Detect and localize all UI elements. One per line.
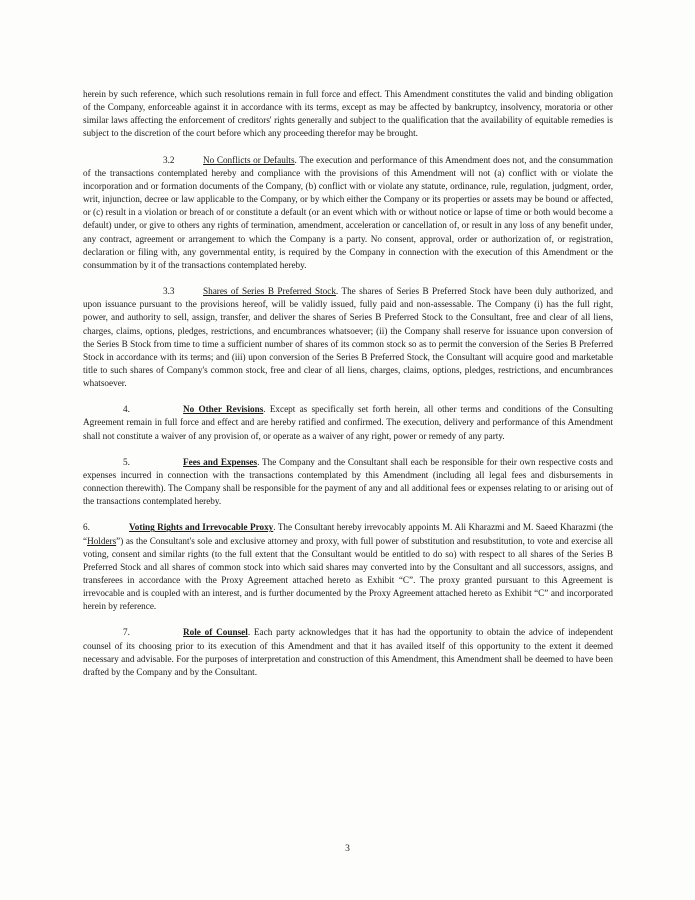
section-4-heading: No Other Revisions	[183, 404, 264, 415]
section-7	[83, 626, 613, 679]
section-6-holders-term: Holders	[87, 535, 117, 546]
section-5	[83, 456, 613, 509]
section-7-number: 7.	[123, 627, 130, 638]
section-5-body: . The Company and the Consultant shall each be responsible for their own respective costs and expenses incurred in connection with the transactions contemplated by this Amendment (including all legal fees and disbursements in connection therewith). The Company shall be responsible for the payment of any and all additional fees or expenses relating to or arising out of the transactions contemplated hereby.	[83, 456, 613, 507]
section-6-heading: Voting Rights and Irrevocable Proxy	[129, 522, 274, 533]
document-body	[83, 88, 613, 692]
section-5-heading: Fees and Expenses	[183, 456, 258, 467]
section-7-heading: Role of Counsel	[183, 627, 248, 638]
section-3-2-heading: No Conflicts or Defaults	[203, 154, 295, 165]
section-6-number: 6.	[83, 522, 90, 533]
section-3-3-body: . The shares of Series B Preferred Stock have been duly authorized, and upon issuance pursuant to the provisions hereof, will be validly issued, fully paid and non-assessable. The Company (i) has the full right, power, and authority to sell, assign, transfer, and deliver the shares of Series B Preferred Stock to the Consultant, free and clear of all liens, charges, claims, options, pledges, restrictions, and encumbrances whatsoever; (ii) the Company shall reserve for issuance upon conversion of the Series B Stock from time to time a sufficient number of shares of its common stock so as to permit the conversion of the Series B Preferred Stock in accordance with its terms; and (iii) upon conversion of the Series B Preferred Stock, the Consultant will acquire good and marketable title to such shares of Company's common stock, free and clear of all liens, charges, claims, options, pledges, restrictions, and encumbrances whatsoever.	[83, 286, 613, 389]
section-7-body: . Each party acknowledges that it has had the opportunity to obtain the advice of independent counsel of its choosing prior to its execution of this Amendment and that it has availed itself of this opportunity to the extent it deemed necessary and advisable. For the purposes of interpretation and construction of this Amendment, this Amendment shall be deemed to have been drafted by the Company and by the Consultant.	[83, 627, 614, 677]
section-4-number: 4.	[123, 404, 130, 415]
section-3-3-heading: Shares of Series B Preferred Stock	[203, 286, 336, 297]
section-6-body-b: ”) as the Consultant's sole and exclusive attorney and proxy, with full power of substitution and resubstitution, to vote and exercise all voting, consent and similar rights (to the full extent that the Consultant would be entitled to do so) with respect to all shares of the Series B Preferred Stock and all shares of common stock into which said shares may converted into by the Consultant and all successors, assigns, and transferees in accordance with the Proxy Agreement attached hereto as Exhibit “C”. The proxy granted pursuant to this Agreement is irrevocable and is coupled with an interest, and is further documented by the Proxy Agreement attached hereto as Exhibit “C” and incorporated herein by reference.	[83, 535, 613, 612]
page-number: 3	[345, 844, 350, 854]
section-3-3-number: 3.3	[163, 286, 175, 297]
section-6	[83, 521, 613, 613]
section-4	[83, 403, 613, 442]
paragraph-intro	[83, 88, 613, 141]
section-5-number: 5.	[123, 456, 130, 467]
section-3-2-body: . The execution and performance of this Amendment does not, and the consummation of the transactions contemplated hereby and compliance with the provisions of this Amendment will not (a) conflict with or violate the incorporation and or formation documents of the Company, (b) conflict with or violate any statute, ordinance, rule, regulation, judgment, order, writ, injunction, decree or law applicable to the Company, or by which either the Company or its properties or assets may be bound or affected, or (c) result in a violation or breach of or constitute a default (or an event which with or without notice or lapse of time or both would become a default) under, or give to others any rights of termination, amendment, acceleration or cancellation of, or result in any loss of any benefit under, any contract, agreement or arrangement to which the Company is a party. No consent, approval, order or authorization of, or registration, declaration or filing with, any governmental entity, is required by the Company in connection with the execution of this Amendment or the consummation by it of the transactions contemplated hereby.	[83, 154, 613, 270]
section-4-body: . Except as specifically set forth herein, all other terms and conditions of the Consulting Agreement remain in full force and effect and are hereby ratified and confirmed. The execution, delivery and performance of this Amendment shall not constitute a waiver of any provision of, or operate as a waiver of any right, power or remedy of any party.	[83, 404, 613, 441]
section-6-body-a: . The Consultant hereby irrevocably appoints M. Ali Kharazmi and M. Saeed Kharazmi (the “	[83, 522, 613, 546]
section-3-3	[83, 285, 613, 390]
paragraph-intro-text: herein by such reference, which such resolutions remain in full force and effect. This Amendment constitutes the valid and binding obligation of the Company, enforceable against it in accordance with its terms, except as may be affected by bankruptcy, insolvency, moratoria or other similar laws affecting the enforcement of creditors' rights generally and subject to the qualification that the availability of equitable remedies is subject to the discretion of the court before which any proceeding therefor may be brought.	[83, 89, 613, 139]
section-3-2	[83, 154, 613, 272]
section-3-2-number: 3.2	[163, 154, 175, 165]
